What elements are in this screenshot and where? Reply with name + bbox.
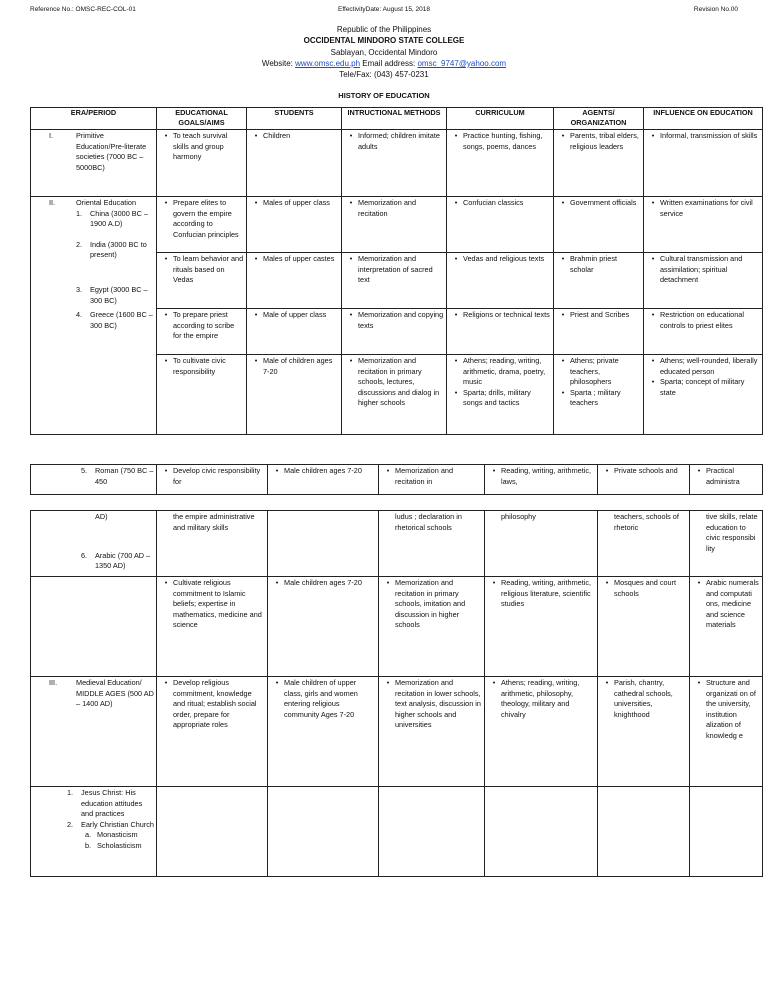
methods-text: Memorization and recitation in primary schools, lectures, discussions and dialog in higher schools bbox=[358, 356, 440, 408]
bullet-icon: • bbox=[454, 387, 458, 397]
list-letter: a. bbox=[85, 830, 92, 840]
era-number: I. bbox=[49, 131, 54, 140]
revision-number: Revision No.00 bbox=[693, 6, 738, 13]
sub-era-roman: Roman (750 BC – 450 bbox=[95, 466, 154, 486]
cell-era bbox=[31, 577, 157, 677]
bullet-icon: • bbox=[651, 310, 655, 319]
cell-era bbox=[31, 465, 157, 495]
bullet-icon: • bbox=[561, 387, 565, 397]
methods-text: Memorization and copying texts bbox=[358, 310, 444, 330]
bullet-icon: • bbox=[492, 466, 496, 475]
list-number: 4. bbox=[76, 310, 83, 320]
goals-text: To cultivate civic responsibility bbox=[173, 356, 226, 376]
goals-text: Develop civic responsibility for bbox=[173, 466, 261, 486]
students-text: Male of upper class bbox=[263, 310, 327, 319]
influence-text: Informal, transmission of skills bbox=[660, 131, 758, 140]
bullet-icon: • bbox=[254, 131, 258, 140]
agents-text: Parents, tribal elders, religious leaders bbox=[570, 131, 639, 151]
cell-influence bbox=[644, 253, 763, 309]
curriculum-text: Religions or technical texts bbox=[463, 310, 550, 319]
document-title: HISTORY OF EDUCATION bbox=[338, 91, 430, 100]
influence-text: Practical administra bbox=[706, 466, 740, 486]
col-header-goals: EDUCATIONAL GOALS/AIMS bbox=[157, 108, 247, 130]
bullet-icon: • bbox=[492, 678, 496, 687]
cell-curriculum bbox=[447, 253, 554, 309]
history-table-part1 bbox=[30, 107, 763, 435]
cell-goals bbox=[157, 787, 268, 877]
cell-students bbox=[268, 511, 379, 577]
bullet-icon: • bbox=[697, 678, 701, 687]
era-name: Medieval Education/ MIDDLE AGES (500 AD – 1400 AD) bbox=[76, 678, 154, 709]
list-number: 1. bbox=[76, 208, 83, 218]
row-roman-cont bbox=[31, 511, 763, 577]
cell-goals bbox=[157, 577, 268, 677]
curriculum-text: Athens; reading, writing, arithmetic, drama, poetry, music bbox=[463, 356, 546, 387]
cell-era bbox=[31, 511, 157, 577]
students-text: Males of upper castes bbox=[263, 254, 335, 263]
goals-text: Develop religious commitment, knowledge and ritual; establish social order, prepare for appropriate roles bbox=[173, 678, 257, 730]
cell-curriculum bbox=[485, 577, 598, 677]
students-text: Male children of upper class, girls and women entering religious community Ages 7-20 bbox=[284, 678, 358, 719]
goals-text: To teach survival skills and group harmony bbox=[173, 131, 228, 162]
republic-line: Republic of the Philippines bbox=[336, 25, 432, 34]
cell-students bbox=[268, 465, 379, 495]
col-header-methods: INTRUCTIONAL METHODS bbox=[342, 108, 447, 130]
bullet-icon: • bbox=[605, 678, 609, 687]
row-arabic bbox=[31, 577, 763, 677]
era-name: Oriental Education bbox=[76, 198, 137, 207]
cell-influence bbox=[690, 677, 763, 787]
agents-text: Brahmin priest scholar bbox=[570, 254, 618, 274]
cell-influence bbox=[644, 309, 763, 355]
reference-number: Reference No.: OMSC-REC-COL-01 bbox=[30, 6, 136, 13]
cell-agents bbox=[598, 465, 690, 495]
cell-students bbox=[247, 253, 342, 309]
cell-students bbox=[268, 787, 379, 877]
cell-students bbox=[247, 130, 342, 197]
cell-influence bbox=[644, 197, 763, 253]
bullet-icon: • bbox=[164, 678, 168, 687]
bullet-icon: • bbox=[454, 131, 458, 140]
college-address: Sablayan, Occidental Mindoro bbox=[330, 47, 438, 57]
agents-text: Athens; private teachers, philosophers bbox=[570, 356, 619, 387]
methods-text: Memorization and recitation in primary schools, imitation and discussion in higher schools bbox=[395, 578, 466, 630]
bullet-icon: • bbox=[561, 131, 565, 140]
cell-students bbox=[247, 197, 342, 253]
sub-era-china: China (3000 BC – 1900 A.D) bbox=[90, 208, 149, 229]
cell-agents bbox=[598, 511, 690, 577]
sub-era-greece: Greece (1600 BC – 300 BC) bbox=[90, 310, 153, 330]
bullet-icon: • bbox=[697, 466, 701, 475]
agents-text: Private schools and bbox=[614, 466, 678, 475]
bullet-icon: • bbox=[254, 356, 258, 365]
cell-methods bbox=[379, 677, 485, 787]
bullet-icon: • bbox=[164, 198, 168, 207]
bullet-icon: • bbox=[349, 198, 353, 207]
bullet-icon: • bbox=[561, 356, 565, 365]
sub-era-arabic: Arabic (700 AD – 1350 AD) bbox=[95, 550, 151, 571]
row-primitive bbox=[31, 130, 763, 197]
bullet-icon: • bbox=[275, 678, 279, 687]
header-row bbox=[31, 108, 763, 130]
cell-methods bbox=[342, 309, 447, 355]
website-label: Website: bbox=[261, 58, 293, 68]
cell-agents bbox=[554, 130, 644, 197]
cell-goals bbox=[157, 355, 247, 435]
curriculum-text: Confucian classics bbox=[463, 198, 524, 207]
goals-text: the empire administrative and military skills bbox=[173, 512, 255, 532]
sub-era-roman-cont: AD) bbox=[95, 512, 108, 521]
bullet-icon: • bbox=[561, 198, 565, 207]
cell-goals bbox=[157, 130, 247, 197]
email-link[interactable]: omsc_9747@yahoo.com bbox=[417, 58, 507, 68]
list-number: 6. bbox=[81, 550, 88, 560]
influence-text: tive skills, relate education to civic responsibi lity bbox=[706, 512, 758, 553]
curriculum-text: Athens; reading, writing, arithmetic, philosophy, theology, military and chivalry bbox=[501, 678, 580, 719]
website-link[interactable]: www.omsc.edu.ph bbox=[295, 58, 361, 68]
curriculum-text: Vedas and religious texts bbox=[463, 254, 545, 263]
bullet-icon: • bbox=[386, 466, 390, 475]
curriculum-text: philosophy bbox=[501, 512, 536, 521]
bullet-icon: • bbox=[651, 356, 655, 365]
sub-era-church: Early Christian Church bbox=[81, 819, 154, 829]
cell-students bbox=[247, 309, 342, 355]
cell-influence bbox=[644, 130, 763, 197]
bullet-icon: • bbox=[697, 578, 701, 587]
email-label: Email address: bbox=[362, 58, 416, 68]
students-text: Male children ages 7-20 bbox=[284, 466, 362, 475]
bullet-icon: • bbox=[454, 356, 458, 365]
cell-goals bbox=[157, 511, 268, 577]
row-medieval bbox=[31, 677, 763, 787]
cell-goals bbox=[157, 253, 247, 309]
cell-curriculum bbox=[447, 197, 554, 253]
curriculum-text: Reading, writing, arithmetic, religious literature, scientific studies bbox=[501, 578, 592, 609]
cell-methods bbox=[379, 511, 485, 577]
cell-agents bbox=[598, 677, 690, 787]
bullet-icon: • bbox=[454, 254, 458, 263]
bullet-icon: • bbox=[454, 198, 458, 207]
col-header-agents: AGENTS/ ORGANIZATION bbox=[554, 108, 644, 130]
curriculum-text: Reading, writing, arithmetic, laws, bbox=[501, 466, 592, 486]
agents-text: Government officials bbox=[570, 198, 637, 207]
students-text: Male children ages 7-20 bbox=[284, 578, 362, 587]
agents-text: Priest and Scribes bbox=[570, 310, 630, 319]
list-number: 2. bbox=[67, 819, 74, 829]
sub-era-scholasticism: Scholasticism bbox=[97, 840, 142, 850]
cell-methods bbox=[342, 253, 447, 309]
cell-methods bbox=[342, 355, 447, 435]
cell-curriculum bbox=[485, 787, 598, 877]
influence-text: Athens; well-rounded, liberally educated person bbox=[660, 356, 758, 376]
cell-era-oriental bbox=[31, 197, 157, 435]
col-header-era: ERA/PERIOD bbox=[31, 108, 157, 130]
cell-curriculum bbox=[447, 355, 554, 435]
bullet-icon: • bbox=[275, 466, 279, 475]
effectivity-date: EffectivityDate: August 15, 2018 bbox=[337, 6, 431, 13]
bullet-icon: • bbox=[386, 578, 390, 587]
cell-influence bbox=[690, 577, 763, 677]
influence-text: Restriction on educational controls to priest elites bbox=[660, 310, 744, 330]
cell-agents bbox=[598, 787, 690, 877]
cell-agents bbox=[554, 309, 644, 355]
bullet-icon: • bbox=[386, 678, 390, 687]
bullet-icon: • bbox=[605, 578, 609, 587]
goals-text: To learn behavior and rituals based on Vedas bbox=[173, 254, 244, 285]
col-header-curriculum: CURRICULUM bbox=[447, 108, 554, 130]
bullet-icon: • bbox=[164, 310, 168, 319]
cell-curriculum bbox=[485, 465, 598, 495]
history-table-part2 bbox=[30, 464, 763, 495]
influence-text: Arabic numerals and computati ons, medicine and science materials bbox=[706, 578, 759, 630]
agents-text: Parish, chantry, cathedral schools, universities, knighthood bbox=[614, 678, 673, 719]
goals-text: Prepare elites to govern the empire according to Confucian principles bbox=[173, 198, 239, 239]
bullet-icon: • bbox=[349, 254, 353, 263]
cell-methods bbox=[342, 130, 447, 197]
sub-era-monasticism: Monasticism bbox=[97, 830, 138, 840]
cell-era bbox=[31, 677, 157, 787]
bullet-icon: • bbox=[651, 131, 655, 140]
bullet-icon: • bbox=[164, 466, 168, 475]
methods-text: Informed; children imitate adults bbox=[358, 131, 440, 151]
cell-curriculum bbox=[485, 677, 598, 787]
bullet-icon: • bbox=[651, 254, 655, 263]
sub-era-india: India (3000 BC to present) bbox=[90, 239, 147, 260]
col-header-influence: INFLUENCE ON EDUCATION bbox=[644, 108, 763, 130]
methods-text: Memorization and interpretation of sacred text bbox=[358, 254, 433, 285]
influence-text: Sparta; concept of military state bbox=[660, 377, 745, 397]
students-text: Males of upper class bbox=[263, 198, 330, 207]
goals-text: Cultivate religious commitment to Islamic beliefs; expertise in mathematics, medicine and science bbox=[173, 578, 262, 630]
cell-methods bbox=[379, 787, 485, 877]
bullet-icon: • bbox=[254, 254, 258, 263]
college-name: OCCIDENTAL MINDORO STATE COLLEGE bbox=[303, 36, 465, 46]
bullet-icon: • bbox=[605, 466, 609, 475]
bullet-icon: • bbox=[651, 377, 655, 387]
methods-text: Memorization and recitation bbox=[358, 198, 416, 218]
cell-agents bbox=[598, 577, 690, 677]
era-number: II. bbox=[49, 198, 56, 207]
letterhead bbox=[0, 24, 768, 80]
telfax: Tele/Fax: (043) 457-0231 bbox=[339, 70, 429, 80]
cell-methods bbox=[379, 465, 485, 495]
sub-era-egypt: Egypt (3000 BC – 300 BC) bbox=[90, 284, 148, 305]
cell-curriculum bbox=[447, 130, 554, 197]
cell-methods bbox=[342, 197, 447, 253]
curriculum-text: Sparta; drills, military songs and tactics bbox=[463, 387, 531, 408]
history-table-part3 bbox=[30, 510, 763, 877]
bullet-icon: • bbox=[254, 310, 258, 319]
bullet-icon: • bbox=[561, 254, 565, 263]
agents-text: Mosques and court schools bbox=[614, 578, 677, 598]
cell-methods bbox=[379, 577, 485, 677]
cell-agents bbox=[554, 253, 644, 309]
cell-influence bbox=[690, 465, 763, 495]
list-number: 3. bbox=[76, 284, 83, 294]
cell-students bbox=[268, 677, 379, 787]
cell-goals bbox=[157, 309, 247, 355]
row-china bbox=[31, 197, 763, 253]
students-text: Children bbox=[263, 131, 291, 140]
row-christian bbox=[31, 787, 763, 877]
col-header-students: STUDENTS bbox=[247, 108, 342, 130]
list-number: 1. bbox=[67, 788, 74, 797]
students-text: Male of children ages 7-20 bbox=[263, 356, 333, 376]
list-number: 2. bbox=[76, 239, 83, 249]
influence-text: Structure and organizati on of the university, institution alization of knowledg e bbox=[706, 678, 756, 740]
bullet-icon: • bbox=[164, 356, 168, 365]
sub-era-jesus: Jesus Christ: His education attitudes and practices bbox=[81, 788, 143, 819]
bullet-icon: • bbox=[164, 254, 168, 263]
cell-influence bbox=[690, 787, 763, 877]
bullet-icon: • bbox=[492, 578, 496, 587]
list-number: 5. bbox=[81, 466, 88, 475]
bullet-icon: • bbox=[561, 310, 565, 319]
bullet-icon: • bbox=[254, 198, 258, 207]
methods-text: ludus ; declaration in rhetorical schools bbox=[395, 512, 462, 532]
list-letter: b. bbox=[85, 840, 92, 850]
bullet-icon: • bbox=[349, 131, 353, 140]
bullet-icon: • bbox=[349, 310, 353, 319]
cell-era bbox=[31, 787, 157, 877]
curriculum-text: Practice hunting, fishing, songs, poems, dances bbox=[463, 131, 543, 151]
methods-text: Memorization and recitation in bbox=[395, 466, 453, 486]
bullet-icon: • bbox=[651, 198, 655, 207]
cell-students bbox=[268, 577, 379, 677]
cell-goals bbox=[157, 465, 268, 495]
cell-agents bbox=[554, 355, 644, 435]
influence-text: Cultural transmission and assimilation; spiritual detachment bbox=[660, 254, 743, 285]
cell-students bbox=[247, 355, 342, 435]
agents-text: Sparta ; military teachers bbox=[570, 387, 621, 408]
cell-curriculum bbox=[447, 309, 554, 355]
bullet-icon: • bbox=[164, 578, 168, 587]
bullet-icon: • bbox=[349, 356, 353, 365]
era-name: Primitive Education/Pre-literate societies (7000 BC – 5000BC) bbox=[76, 131, 147, 172]
influence-text: Written examinations for civil service bbox=[660, 198, 753, 218]
cell-agents bbox=[554, 197, 644, 253]
cell-era bbox=[31, 130, 157, 197]
cell-goals bbox=[157, 197, 247, 253]
agents-text: teachers, schools of rhetoric bbox=[614, 512, 679, 532]
cell-curriculum bbox=[485, 511, 598, 577]
goals-text: To prepare priest according to scribe for the empire bbox=[173, 310, 235, 341]
cell-influence bbox=[644, 355, 763, 435]
bullet-icon: • bbox=[275, 578, 279, 587]
methods-text: Memorization and recitation in lower schools, text analysis, discussion in higher schools and universities bbox=[395, 678, 481, 730]
page-header-bar bbox=[30, 6, 738, 18]
bullet-icon: • bbox=[454, 310, 458, 319]
bullet-icon: • bbox=[164, 131, 168, 140]
cell-goals bbox=[157, 677, 268, 787]
contact-line bbox=[0, 58, 768, 69]
row-roman bbox=[31, 465, 763, 495]
era-number: III. bbox=[49, 678, 58, 687]
cell-influence bbox=[690, 511, 763, 577]
